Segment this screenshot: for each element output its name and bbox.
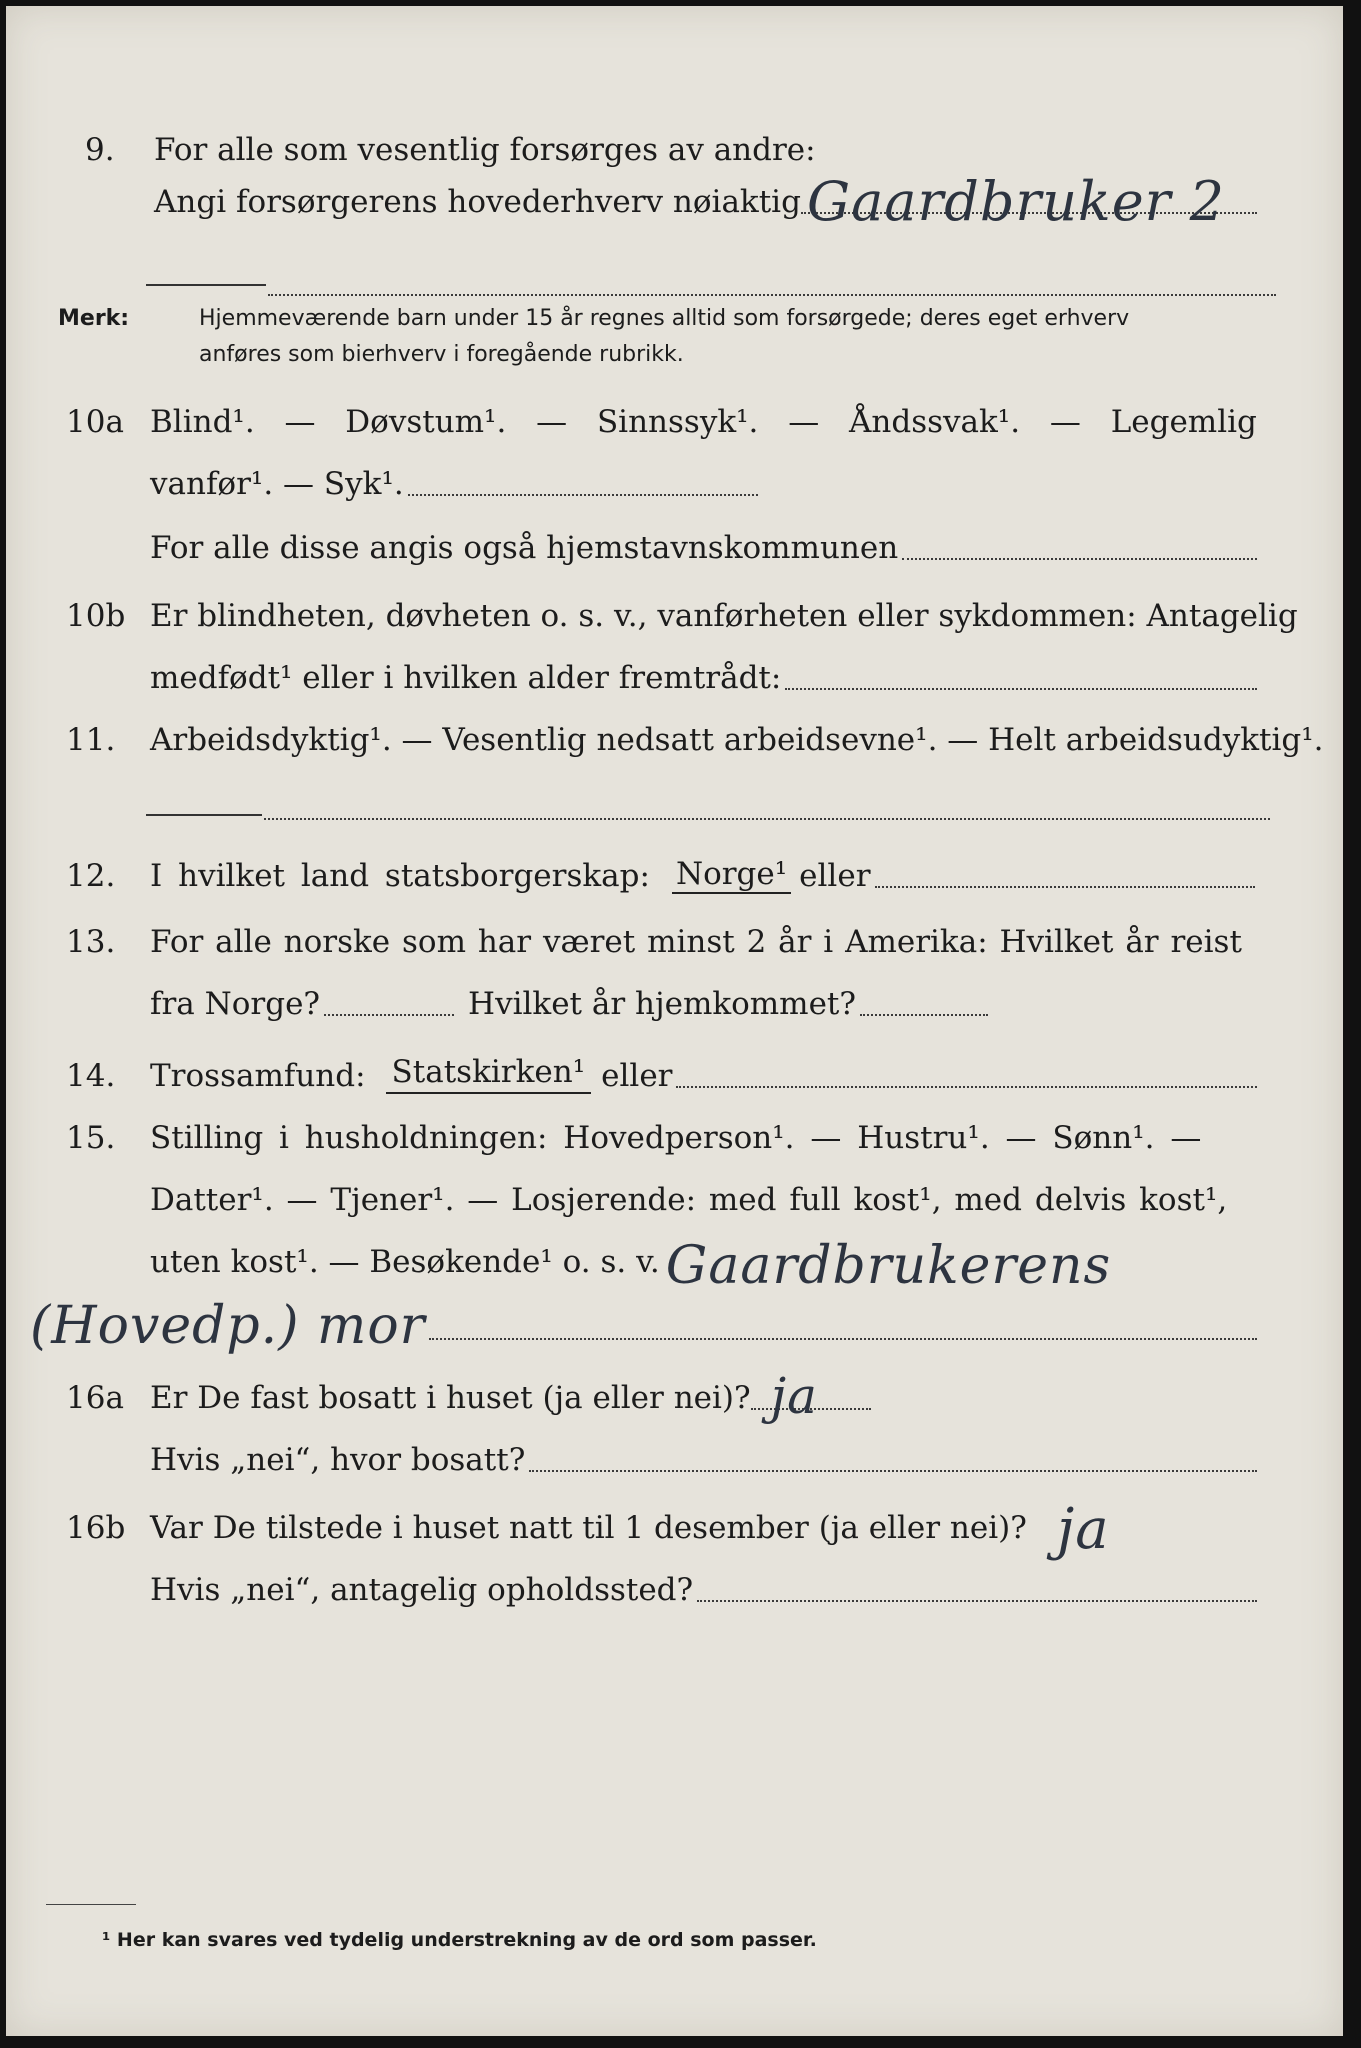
q9-answer-field[interactable] <box>801 170 1257 233</box>
q13-text-1: For alle norske som har været minst 2 år i Amerika: Hvilket år reist <box>150 924 1242 960</box>
return-year-field[interactable] <box>860 1013 988 1016</box>
q15-continuation-line[interactable] <box>429 1337 1257 1340</box>
q16b-number: 16b <box>66 1510 126 1546</box>
q14-line1 <box>66 1054 1257 1094</box>
option-statskirken-underlined[interactable]: Statskirken¹ <box>386 1054 592 1094</box>
q16a-line1 <box>66 1367 1257 1425</box>
q15-line4 <box>30 1296 1257 1356</box>
q9-handwritten-answer: Gaardbruker 2 <box>806 170 1226 233</box>
footnote: ¹ Her kan svares ved tydelig understrekning av de ord som passer. <box>102 1929 817 1951</box>
q12-number: 12. <box>66 858 116 894</box>
q16a-residence-field[interactable] <box>529 1469 1257 1472</box>
q15-line1 <box>66 1120 1257 1156</box>
merk-text-1: Hjemmeværende barn under 15 år regnes alltid som forsørgede; deres eget erhverv <box>199 306 1130 331</box>
q10b-line1 <box>66 598 1298 634</box>
q16a-text-2: Hvis „nei“, hvor bosatt? <box>150 1442 526 1478</box>
q10a-text-2[interactable]: vanfør¹. — Syk¹. <box>150 466 404 502</box>
q15-answer-field[interactable] <box>665 1236 1257 1296</box>
q14-eller: eller <box>601 1058 673 1094</box>
q10b-line2 <box>66 660 1257 696</box>
q16b-line2 <box>66 1572 1257 1608</box>
q16b-whereabouts-field[interactable] <box>697 1599 1257 1602</box>
q15-handwritten-answer-2: (Hovedp.) mor <box>30 1296 426 1356</box>
q11-line1 <box>66 722 1324 758</box>
q13-text-2b: Hvilket år hjemkommet? <box>468 986 857 1022</box>
merk-line1 <box>58 302 1257 336</box>
q10a-syk-field[interactable] <box>408 493 758 496</box>
q13-text-2a: fra Norge? <box>150 986 321 1022</box>
q10b-number: 10b <box>66 598 126 634</box>
q12-eller: eller <box>799 858 871 894</box>
q10b-age-field[interactable] <box>785 687 1257 690</box>
q9-short-rule <box>146 284 266 286</box>
q11-extra-line[interactable] <box>264 818 1270 820</box>
dash-2: — <box>536 404 568 440</box>
option-norge-underlined[interactable]: Norge¹ <box>672 856 791 894</box>
q10a-line2 <box>66 466 1257 502</box>
q10b-text-1: Er blindheten, døvheten o. s. v., vanførheten eller sykdommen: Antagelig <box>150 598 1298 634</box>
q10a-text-3: For alle disse angis også hjemstavnskommunen <box>150 530 899 566</box>
q9-number: 9. <box>85 132 115 168</box>
q15-text-3[interactable]: uten kost¹. — Besøkende¹ o. s. v. <box>150 1244 660 1280</box>
q12-line1 <box>66 856 1257 894</box>
q16a-handwritten-answer: ja <box>770 1367 818 1425</box>
q14-other-faith-field[interactable] <box>676 1085 1257 1088</box>
q16b-text-2: Hvis „nei“, antagelig opholdssted? <box>150 1572 694 1608</box>
q16b-line1 <box>66 1497 1257 1562</box>
q15-text-1[interactable]: Stilling i husholdningen: Hovedperson¹. — Hustru¹. — Sønn¹. — <box>150 1120 1202 1156</box>
option-legemlig[interactable]: Legemlig <box>1110 404 1257 440</box>
option-andssvak[interactable]: Åndssvak¹. <box>849 404 1021 440</box>
q15-line3 <box>66 1236 1257 1296</box>
q11-number: 11. <box>66 722 116 758</box>
merk-line2 <box>58 338 1257 372</box>
q9-extra-line <box>268 294 1276 296</box>
q11-short-rule <box>146 814 262 816</box>
q9-line2 <box>66 170 1257 233</box>
q15-handwritten-answer-1: Gaardbrukerens <box>665 1236 1112 1296</box>
q13-line1 <box>66 924 1257 960</box>
footnote-rule <box>46 1904 136 1905</box>
census-form-page <box>6 6 1343 2036</box>
q16a-text-1: Er De fast bosatt i huset (ja eller nei)? <box>150 1380 751 1416</box>
q13-number: 13. <box>66 924 116 960</box>
q14-text: Trossamfund: <box>150 1058 366 1094</box>
q10a-line1 <box>66 404 1257 440</box>
merk-label: Merk: <box>58 306 130 331</box>
q15-text-2[interactable]: Datter¹. — Tjener¹. — Losjerende: med full kost¹, med delvis kost¹, <box>150 1182 1228 1218</box>
hjemstavnskommune-field[interactable] <box>902 557 1257 560</box>
q16b-text-1: Var De tilstede i huset natt til 1 desember (ja eller nei)? <box>150 1510 1027 1546</box>
q16b-handwritten-answer: ja <box>1056 1497 1110 1562</box>
q10b-text-2: medfødt¹ eller i hvilken alder fremtrådt: <box>150 660 782 696</box>
dash-4: — <box>1049 404 1081 440</box>
q9-text-1: For alle som vesentlig forsørges av andre: <box>154 132 816 168</box>
dash-3: — <box>788 404 820 440</box>
q10a-line3 <box>66 530 1257 566</box>
option-blind[interactable]: Blind¹. <box>150 404 255 440</box>
q16a-line2 <box>66 1442 1257 1478</box>
merk-text-2: anføres som bierhverv i foregående rubrikk. <box>199 342 684 367</box>
q16b-answer-field[interactable] <box>1027 1497 1257 1562</box>
q9-line1 <box>66 132 1257 168</box>
q15-number: 15. <box>66 1120 116 1156</box>
q16a-answer-field[interactable] <box>751 1367 871 1425</box>
q13-line2 <box>66 986 1257 1022</box>
q12-other-country-field[interactable] <box>875 885 1255 888</box>
option-dovstum[interactable]: Døvstum¹. <box>345 404 507 440</box>
q16a-number: 16a <box>66 1380 124 1416</box>
q11-text-1[interactable]: Arbeidsdyktig¹. — Vesentlig nedsatt arbeidsevne¹. — Helt arbeidsudyktig¹. <box>150 722 1324 758</box>
dash-1: — <box>284 404 316 440</box>
q14-number: 14. <box>66 1058 116 1094</box>
q12-text: I hvilket land statsborgerskap: <box>150 858 650 894</box>
q15-line2 <box>66 1182 1257 1218</box>
emigration-year-field[interactable] <box>324 1013 454 1016</box>
q9-text-2: Angi forsørgerens hovederhverv nøiaktig <box>154 184 801 220</box>
option-sinnssyk[interactable]: Sinnssyk¹. <box>596 404 759 440</box>
q10a-number: 10a <box>66 404 124 440</box>
